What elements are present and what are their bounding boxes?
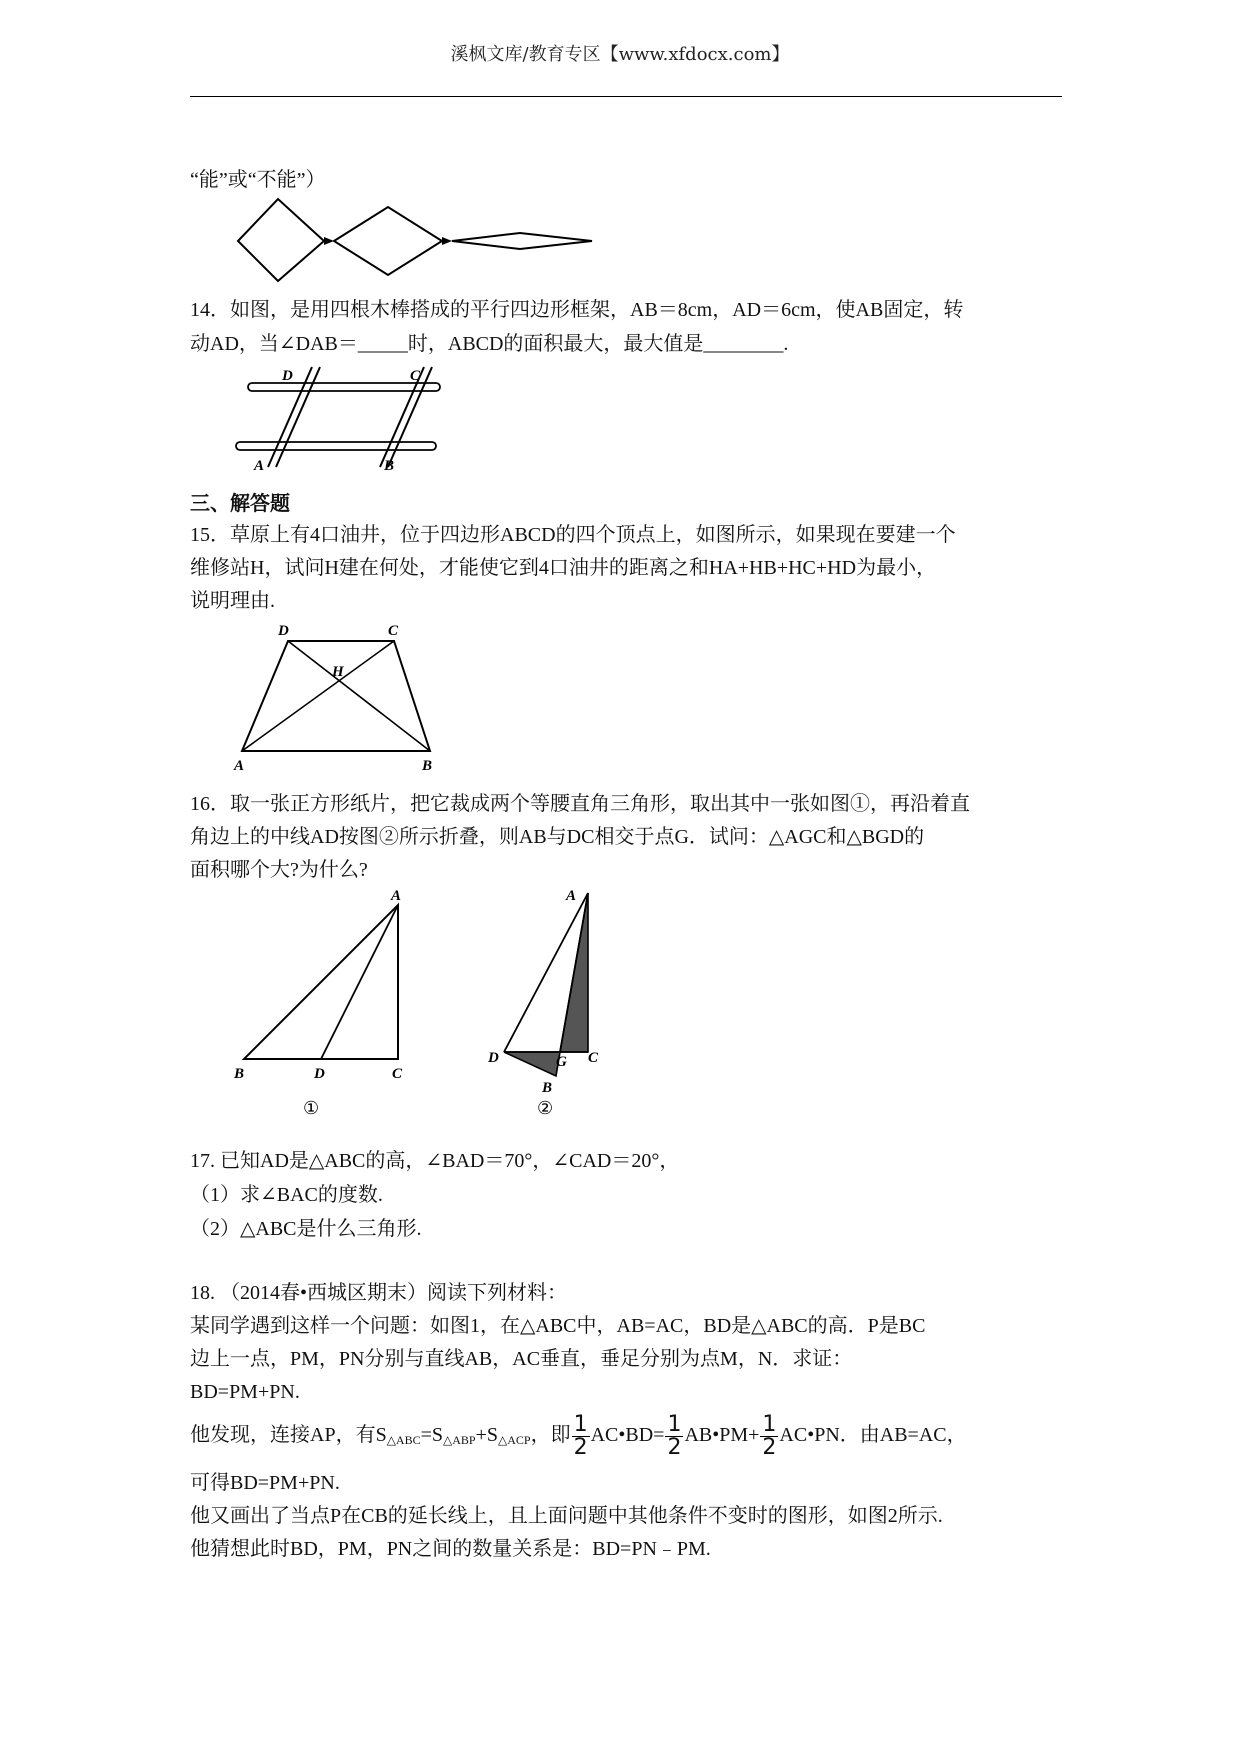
triangle-abc <box>244 905 398 1059</box>
label-C: C <box>410 368 421 384</box>
q18-line-4: BD=PM+PN. <box>190 1381 300 1403</box>
label-B: B <box>234 1066 245 1082</box>
q15-line-3: 说明理由. <box>190 590 275 612</box>
stick-bottom <box>236 442 436 450</box>
caption-2: ② <box>537 1098 554 1118</box>
rhombus-2 <box>334 207 442 275</box>
fraction-half-1: $\frac{1}{2}$ <box>573 1411 588 1460</box>
stick-left <box>268 367 320 467</box>
label-G: G <box>556 1054 567 1070</box>
formula-text-7: AC•PN．由AB=AC， <box>779 1424 967 1446</box>
section-3-title: 三、解答题 <box>190 493 290 515</box>
formula-sub-3: △ACP <box>498 1433 531 1447</box>
q13-tail: “能”或“不能”） <box>190 169 326 191</box>
fraction-half-2: $\frac{1}{2}$ <box>667 1411 682 1460</box>
formula-text-5: AC•BD= <box>590 1424 665 1446</box>
q17-line-3: （2）△ABC是什么三角形. <box>190 1218 422 1240</box>
figure-16-diagram-1 <box>228 882 418 1118</box>
q15-line-2: 维修站H，试问H建在何处，才能使它到4口油井的距离之和HA+HB+HC+HD为最小， <box>190 557 937 579</box>
stick-top <box>248 383 440 391</box>
label-C: C <box>392 1066 403 1082</box>
rhombus-1 <box>238 199 324 281</box>
label-B: B <box>422 758 433 774</box>
figure-14-stick-frame <box>230 360 450 472</box>
label-H: H <box>332 664 344 680</box>
formula-sub-1: △ABC <box>386 1433 421 1447</box>
q17-line-1: 17. 已知AD是△ABC的高，∠BAD＝70°，∠CAD＝20°， <box>190 1150 680 1172</box>
quadrilateral-abcd <box>242 641 430 751</box>
q18-line-7: 他又画出了当点P在CB的延长线上，且上面问题中其他条件不变时的图形，如图2所示. <box>190 1505 943 1527</box>
label-A: A <box>254 458 265 472</box>
formula-sub-2: △ABP <box>443 1433 476 1447</box>
rhombus-3 <box>452 233 592 249</box>
label-A: A <box>391 888 402 904</box>
q15-line-1: 15．草原上有4口油井，位于四边形ABCD的四个顶点上，如图所示，如果现在要建一个 <box>190 524 956 546</box>
figure-15-quadrilateral <box>226 614 446 774</box>
label-B: B <box>384 458 395 472</box>
shaded-triangle-bgd <box>504 1052 560 1076</box>
q16-line-2: 角边上的中线AD按图②所示折叠，则AB与DC相交于点G．试问：△AGC和△BGD的 <box>190 826 925 848</box>
label-D: D <box>278 623 289 639</box>
q18-line-3: 边上一点，PM，PN分别与直线AB，AC垂直，垂足分别为点M，N．求证： <box>190 1348 853 1370</box>
label-D: D <box>282 368 293 384</box>
median-ad <box>321 905 398 1059</box>
stick-right <box>380 367 432 467</box>
page-header: 溪枫文库/教育专区【www.xfdocx.com】 <box>450 44 790 65</box>
header-rule <box>190 96 1062 97</box>
fraction-half-3: $\frac{1}{2}$ <box>762 1411 777 1460</box>
figure-13-rhombus-chain <box>230 195 600 287</box>
q18-line-6: 可得BD=PM+PN. <box>190 1472 340 1494</box>
formula-text-2: =S <box>420 1424 444 1446</box>
q14-line-2: 动AD，当∠DAB＝_____时，ABCD的面积最大，最大值是________. <box>190 333 789 355</box>
label-C: C <box>588 1050 599 1066</box>
formula-text-3: +S <box>475 1424 498 1446</box>
label-B: B <box>542 1080 553 1096</box>
formula-text-6: AB•PM+ <box>684 1424 760 1446</box>
arrow-2 <box>442 237 452 245</box>
diagonal-bd <box>288 641 430 751</box>
label-D: D <box>488 1050 499 1066</box>
formula-text-1: 他发现，连接AP，有S <box>190 1424 387 1446</box>
formula-text-4: ，即 <box>530 1424 571 1446</box>
caption-1: ① <box>303 1098 320 1118</box>
label-A: A <box>234 758 245 774</box>
label-D: D <box>314 1066 325 1082</box>
q18-line-8: 他猜想此时BD，PM，PN之间的数量关系是：BD=PN﹣PM. <box>190 1538 711 1560</box>
q18-line-2: 某同学遇到这样一个问题：如图1，在△ABC中，AB=AC，BD是△ABC的高．P是BC <box>190 1315 926 1337</box>
q14-line-1: 14．如图，是用四根木棒搭成的平行四边形框架，AB＝8cm，AD＝6cm，使AB固定，转 <box>190 299 964 321</box>
q17-line-2: （1）求∠BAC的度数. <box>190 1184 383 1206</box>
q18-line-1: 18. （2014春•西城区期末）阅读下列材料： <box>190 1282 568 1304</box>
q18-formula-line <box>190 1412 967 1463</box>
label-A: A <box>566 888 577 904</box>
figure-16-diagram-2 <box>484 882 614 1118</box>
label-C: C <box>388 623 399 639</box>
q16-line-3: 面积哪个大?为什么? <box>190 859 368 881</box>
q16-line-1: 16．取一张正方形纸片，把它裁成两个等腰直角三角形，取出其中一张如图①，再沿着直 <box>190 793 970 815</box>
